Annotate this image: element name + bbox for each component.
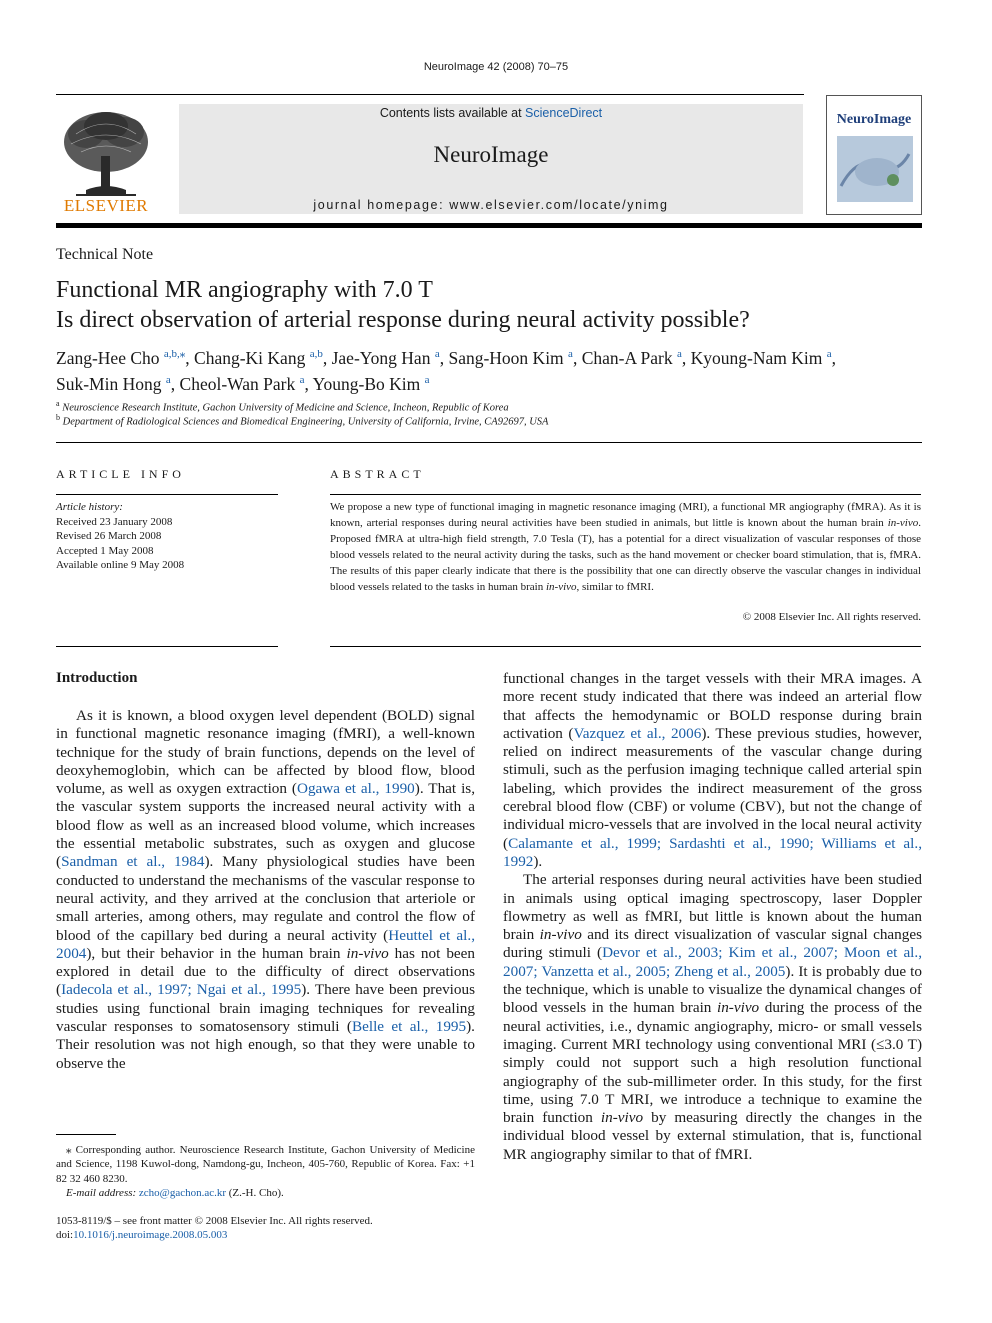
contents-line — [179, 106, 803, 120]
affiliation-a: $^a$ Neuroscience Research Institute, Gachon University of Medicine and Science, Incheon, Republic of Korea — [56, 399, 509, 414]
citation-link[interactable]: Calamante et al., 1999; Sardashti et al., 1990; Williams et al., 1992 — [503, 834, 922, 870]
corresponding-author-footnote: ⁎ Corresponding author. Neuroscience Research Institute, Gachon University of Medicine and Science, 1198 Kuwol-dong, Namdong-gu, Incheon, 405-760, Republic of Korea. Fax: +1 82 32 460 8230. E-mail address: zcho@gachon.ac.kr (Z.-H. Cho). — [56, 1144, 475, 1200]
text-run: by measuring directly the changes in the individual blood vessel by external stimulation, that is, functional MR angiography similar to that of fMRI. — [503, 1109, 922, 1163]
article-info-heading: ARTICLE INFO — [56, 467, 185, 481]
author[interactable]: Kyoung-Nam Kim $^a$ — [690, 347, 832, 368]
article-type: Technical Note — [56, 246, 154, 263]
text-run: ). It is probably due to the technique, which is unable to visualize the dynamical changes of blood vessels in the human brain — [503, 962, 922, 1017]
introduction-heading: Introduction — [56, 670, 138, 686]
divider — [56, 646, 278, 647]
journal-cover — [826, 95, 922, 215]
author[interactable]: Cheol-Wan Park $^a$ — [179, 374, 305, 395]
text-run: ). These previous studies, however, relied on indirect measurements of the vascular change during stimuli, such as the perfusion imaging technique called arterial spin labeling, which provides the indirect measurement of the gross cerebral blood flow (CBF) or volume (CBV), but not the change of individual micro-vessels that are involved in the local neural activity ( — [503, 724, 923, 852]
running-header: NeuroImage 42 (2008) 70–75 — [423, 61, 569, 73]
emphasis: in-vivo — [346, 944, 389, 962]
received-date: Received 23 January 2008 — [56, 515, 173, 528]
issn-line: 1053-8119/$ – see front matter © 2008 Elsevier Inc. All rights reserved. — [56, 1215, 373, 1227]
divider — [330, 494, 921, 495]
paragraph — [503, 871, 922, 1164]
abstract-copyright: © 2008 Elsevier Inc. All rights reserved. — [742, 611, 921, 623]
text-run: The arterial responses during neural activities have been studied in animals using optical imaging spectroscopy, laser Doppler flowmetry as well as fMRI, but little is known about the human brain — [503, 871, 922, 944]
text-run: ), but their behavior in the human brain — [86, 944, 347, 962]
body-left-column — [56, 707, 475, 1073]
author[interactable]: Chang-Ki Kang $^{a,b}$ — [194, 347, 323, 368]
doi-line: doi:10.1016/j.neuroimage.2008.05.003 — [56, 1229, 228, 1242]
header-thick-rule — [56, 223, 922, 228]
header-rule — [56, 94, 804, 95]
front-matter — [56, 1214, 373, 1243]
body-right-column — [503, 670, 922, 1164]
abstract-heading: ABSTRACT — [330, 467, 425, 481]
author[interactable]: Chan-A Park $^a$ — [581, 347, 682, 368]
citation-link[interactable]: Iadecola et al., 1997; Ngai et al., 1995 — [61, 981, 302, 999]
footnote-rule — [56, 1134, 116, 1135]
citation-link[interactable]: Belle et al., 1995 — [351, 1018, 467, 1036]
text-run: As it is known, a blood oxygen level dependent (BOLD) signal in functional magnetic resonance imaging (fMRI), a well-known technique for the study of brain functions, depends on the level of deoxyhemoglobin, which can be affected by blood flow, blood volume, as well as oxygen extraction ( — [56, 707, 475, 798]
affiliation-b: $^b$ Department of Radiological Sciences and Biomedical Engineering, University of California, Irvine, CA92697, USA — [56, 413, 549, 428]
title-line-1: Functional MR angiography with 7.0 T — [56, 277, 433, 303]
emphasis: in-vivo — [716, 999, 760, 1017]
abstract-text: We propose a new type of functional imaging in magnetic resonance imaging (MRI), a functional MR angiography (fMRA). As it is known, arterial responses during neural activities have been studied in animals, but little is known about the human brain in-vivo. Proposed fMRA at ultra-high field strength, 7.0 Tesla (T), has a potential for a direct visualization of vascular responses of those blood vessels related to the neural activity during the tasks, such as the hand movement or checker board stimulation, that is, fMRA. The results of this paper clearly indicate that there is the possibility that one can directly observe the vascular changes in individual blood vessels related to the tasks in human brain in-vivo, similar to fMRI. — [330, 501, 921, 593]
title-line-2: Is direct observation of arterial response during neural activity possible? — [56, 307, 750, 333]
paragraph — [56, 707, 475, 1073]
history-label: Article history: — [56, 501, 123, 513]
text-run: during the process of the neural activities, i.e., dynamic angiography, micro- or small vessels imaging. Current MRI technology using conventional MRI (≤3.0 T) simply could not support such a high resolution functional angiography of the sub-millimeter order. In this study, for the first time, using 7.0 T MRI, we introduce a technique to examine the brain function — [503, 999, 922, 1127]
citation-link[interactable]: Heuttel et al., 2004 — [56, 926, 475, 962]
author[interactable]: Sang-Hoon Kim $^a$ — [448, 347, 573, 368]
author[interactable]: Suk-Min Hong $^a$ — [56, 374, 171, 395]
elsevier-wordmark: ELSEVIER — [63, 196, 149, 215]
text-run: has not been explored in detail due to the difficulty of direct observations ( — [56, 944, 475, 999]
author[interactable]: Young-Bo Kim $^a$ — [312, 374, 430, 395]
author[interactable]: Zang-Hee Cho $^{a,b,⁎}$ — [56, 347, 186, 368]
online-date: Available online 9 May 2008 — [56, 559, 185, 571]
author-list — [56, 343, 922, 396]
doi-link[interactable]: 10.1016/j.neuroimage.2008.05.003 — [73, 1229, 228, 1242]
cover-title: NeuroImage — [836, 112, 912, 127]
citation-link[interactable]: Ogawa et al., 1990 — [297, 780, 415, 798]
text-run: ). There have been previous studies using functional brain imaging techniques for revealing vascular responses to somatosensory stimuli ( — [56, 981, 475, 1036]
divider — [330, 646, 921, 647]
journal-homepage[interactable]: journal homepage: www.elsevier.com/locate/ynimg — [313, 198, 669, 212]
sciencedirect-link[interactable]: ScienceDirect — [525, 106, 603, 120]
article-title — [56, 275, 750, 335]
author-line-1: Zang-Hee Cho $^{a,b,⁎}$, Chang-Ki Kang $^{a,b}$, Jae-Yong Han $^a$, Sang-Hoon Kim $^a$, Chan-A Park $^a$, Kyoung-Nam Kim $^a$, — [56, 347, 836, 368]
citation-link[interactable]: Vazquez et al., 2006 — [573, 724, 702, 742]
text-run: ). Their resolution was not high enough, so that they were unable to observe the — [56, 1018, 475, 1072]
emphasis: in-vivo — [600, 1109, 644, 1127]
email-link[interactable]: zcho@gachon.ac.kr — [138, 1187, 227, 1200]
contents-prefix: Contents lists available at — [379, 106, 526, 120]
divider — [56, 494, 278, 495]
journal-name: NeuroImage — [433, 142, 549, 167]
paragraph — [503, 670, 922, 871]
accepted-date: Accepted 1 May 2008 — [56, 544, 154, 557]
cover-image-icon — [837, 136, 913, 202]
divider — [56, 442, 922, 443]
author[interactable]: Jae-Yong Han $^a$ — [331, 347, 440, 368]
article-history — [56, 500, 184, 573]
emphasis: in-vivo — [539, 926, 582, 944]
author-line-2: Suk-Min Hong $^a$, Cheol-Wan Park $^a$, Young-Bo Kim $^a$ — [56, 374, 430, 395]
text-run: ). — [533, 852, 543, 870]
text-run: and its direct visualization of vascular signal changes during stimuli ( — [503, 926, 922, 962]
elsevier-logo — [56, 104, 156, 216]
text-run: ). Many physiological studies have been conducted to understand the mechanisms of the vascular response to neural activity, and they arrived at the conclusion that arteriole or small arteries, among others, may regulate and control the flow of blood of the capillary bed during a neural activity ( — [56, 853, 475, 944]
revised-date: Revised 26 March 2008 — [56, 530, 162, 542]
text-run: functional changes in the target vessels with their MRA images. A more recent study indicated that there was indeed an arterial flow that affects the hemodynamic or BOLD response during brain activation ( — [503, 670, 922, 742]
text-run: ). That is, the vascular system supports the increased neural activity with a blood flow as well as an increased blood volume, which increases the essential metabolic substrates, such as oxygen and glucose ( — [56, 780, 476, 871]
citation-link[interactable]: Devor et al., 2003; Kim et al., 2007; Moon et al., 2007; Vanzetta et al., 2005; Zheng et al., 2005 — [503, 944, 922, 980]
citation-link[interactable]: Sandman et al., 1984 — [61, 853, 205, 871]
